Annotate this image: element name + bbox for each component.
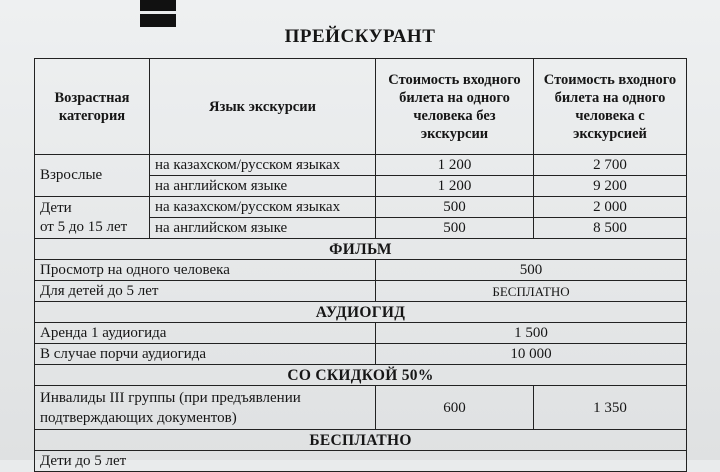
marker-gap [140,11,176,14]
audioguide-item-label: Аренда 1 аудиогида [35,323,376,344]
table-header-row [35,59,687,155]
table-row [35,197,687,218]
section-row [35,239,687,260]
table-row [35,386,687,430]
film-item-price: 500 [376,260,687,281]
table-row [35,323,687,344]
header-age-category: Возрастная категория [35,59,150,155]
discount-price-no-tour: 600 [376,386,534,430]
film-item-label: Для детей до 5 лет [35,281,376,302]
price-with-tour: 8 500 [534,218,687,239]
price-with-tour: 2 000 [534,197,687,218]
section-free-title: БЕСПЛАТНО [35,430,687,451]
audioguide-item-price: 10 000 [376,344,687,365]
table-row [35,155,687,176]
discount-label-line2: подтверждающих документов) [40,409,237,426]
language-cell: на английском языке [150,176,376,197]
price-with-tour: 9 200 [534,176,687,197]
table-row [35,344,687,365]
film-item-label: Просмотр на одного человека [35,260,376,281]
price-no-tour: 500 [376,218,534,239]
discount-item-label [35,386,376,430]
section-film-title: ФИЛЬМ [35,239,687,260]
header-price-with-tour: Стоимость входного билета на одного человека с экскурсией [534,59,687,155]
language-cell: на казахском/русском языках [150,197,376,218]
language-cell: на казахском/русском языках [150,155,376,176]
header-price-without-tour: Стоимость входного билета на одного человека без экскурсии [376,59,534,155]
table-row [35,260,687,281]
section-discount-title: СО СКИДКОЙ 50% [35,365,687,386]
section-audioguide-title: АУДИОГИД [35,302,687,323]
age-children-line1: Дети [40,199,72,216]
price-no-tour: 500 [376,197,534,218]
table-row [35,281,687,302]
price-with-tour: 2 700 [534,155,687,176]
header-tour-language: Язык экскурсии [150,59,376,155]
age-adults: Взрослые [35,155,150,197]
price-table [34,58,687,472]
price-no-tour: 1 200 [376,176,534,197]
document-title: ПРЕЙСКУРАНТ [284,26,436,47]
age-children [35,197,150,239]
price-no-tour: 1 200 [376,155,534,176]
section-row [35,302,687,323]
film-item-price: БЕСПЛАТНО [376,281,687,302]
section-row [35,365,687,386]
audioguide-item-price: 1 500 [376,323,687,344]
discount-label-line1: Инвалиды III группы (при предъявлении [40,389,301,406]
table-row [35,451,687,472]
free-item-label: Дети до 5 лет [35,451,687,472]
discount-price-with-tour: 1 350 [534,386,687,430]
audioguide-item-label: В случае порчи аудиогида [35,344,376,365]
age-children-line2: от 5 до 15 лет [40,218,128,235]
section-row [35,430,687,451]
language-cell: на английском языке [150,218,376,239]
